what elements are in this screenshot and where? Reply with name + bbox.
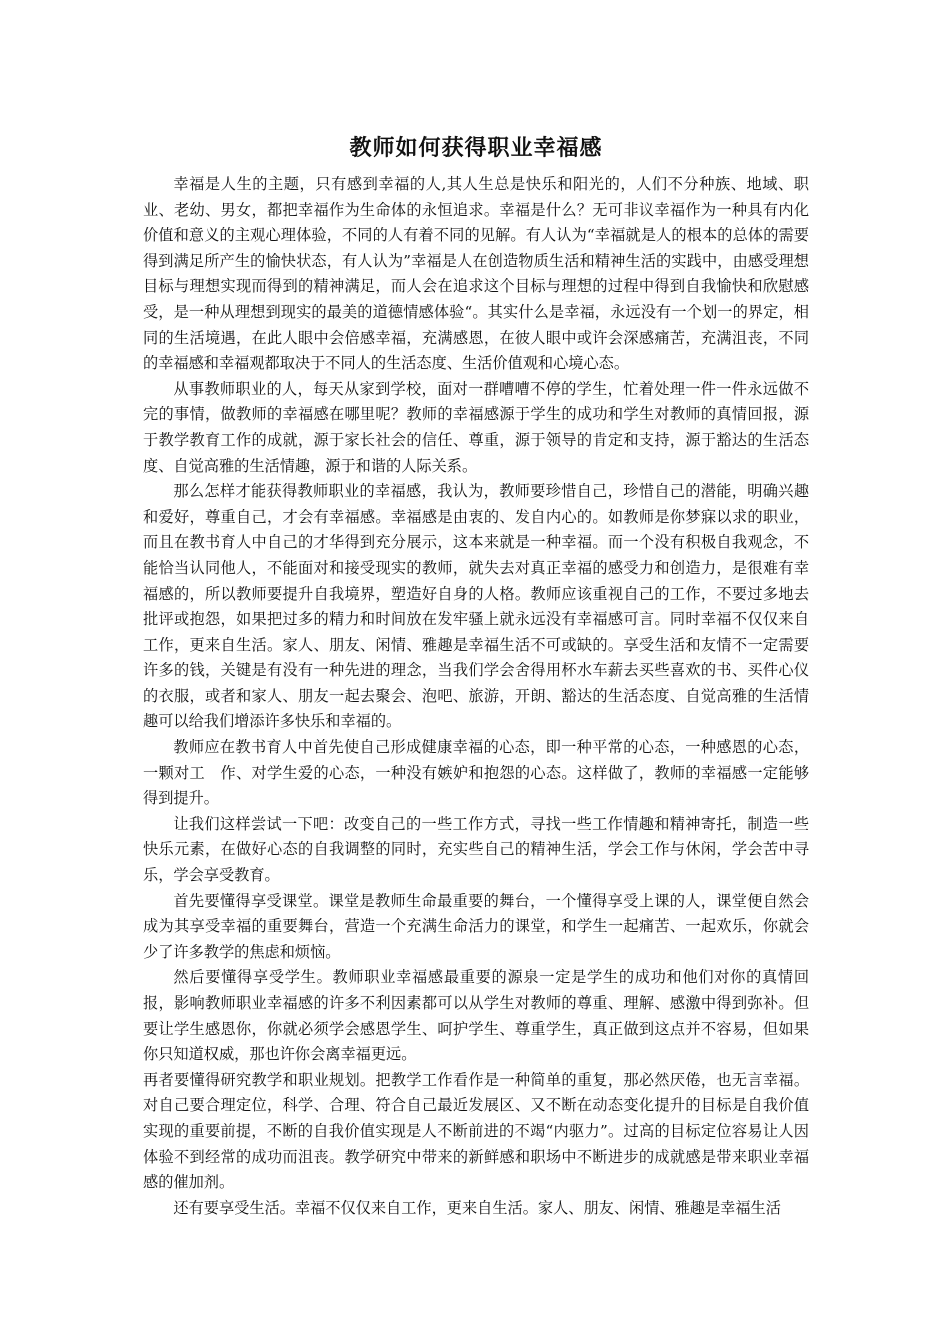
paragraph-9: 还有要享受生活。幸福不仅仅来自工作，更来自生活。家人、朋友、闲情、雅趣是幸福生活 xyxy=(173,1198,781,1217)
paragraph-1: 幸福是人生的主题，只有感到幸福的人,其人生总是快乐和阳光的，人们不分种族、地域、职业、老幼、男女，都把幸福作为生命体的永恒追求。幸福是什么？无可非议幸福作为一种具有内化价值和意义的主观心理体验，不同的人有着不同的见解。有人认为“幸福就是人的根本的总体的需要得到满足所产生的愉快状态，有人认为”幸福是人在创造物质生活和精神生活的实践中，由感受理想目标与理想实现而得到的精神满足，而人会在追求这个目标与理想的过程中得到自我愉快和欣慰感受，是一种从理想到现实的最美的道德情感体验“。其实什么是幸福，永远没有一个划一的界定，相同的生活境遇，在此人眼中会倍感幸福，充满感恩，在彼人眼中或许会深感痛苦，充满沮丧，不同的幸福感和幸福观都取决于不同人的生活态度、生活价值观和心境心态。 xyxy=(143,175,809,373)
paragraph-3: 那么怎样才能获得教师职业的幸福感，我认为，教师要珍惜自己，珍惜自己的潜能，明确兴趣和爱好，尊重自己，才会有幸福感。幸福感是由衷的、发自内心的。如教师是你梦寐以求的职业，而且在教书育人中自己的才华得到充分展示，这本来就是一种幸福。而一个没有积极自我观念，不能恰当认同他人，不能面对和接受现实的教师，就失去对真正幸福的感受力和创造力，是很难有幸福感的，所以教师要提升自我境界，塑造好自身的人格。教师应该重视自己的工作，不要过多地去批评或抱怨，如果把过多的精力和时间放在发牢骚上就永远没有幸福感可言。同时幸福不仅仅来自工作，更来自生活。家人、朋友、闲情、雅趣是幸福生活不可或缺的。享受生活和友情不一定需要许多的钱，关键是有没有一种先进的理念，当我们学会舍得用杯水车薪去买些喜欢的书、买件心仪的衣服，或者和家人、朋友一起去聚会、泡吧、旅游，开朗、豁达的生活态度、自觉高雅的生活情趣可以给我们增添许多快乐和幸福的。 xyxy=(143,482,809,731)
paragraph-5: 让我们这样尝试一下吧：改变自己的一些工作方式，寻找一些工作情趣和精神寄托，制造一些快乐元素，在做好心态的自我调整的同时，充实些自己的精神生活，学会工作与休闲，学会苦中寻乐，学会享受教育。 xyxy=(143,814,809,885)
paragraph-6: 首先要懂得享受课堂。课堂是教师生命最重要的舞台，一个懂得享受上课的人，课堂便自然会成为其享受幸福的重要舞台，营造一个充满生命活力的课堂，和学生一起痛苦、一起欢乐，你就会少了许多教学的焦虑和烦恼。 xyxy=(143,891,809,961)
document-title: 教师如何获得职业幸福感 xyxy=(349,136,603,161)
paragraph-7: 然后要懂得享受学生。教师职业幸福感最重要的源泉一定是学生的成功和他们对你的真情回报，影响教师职业幸福感的许多不利因素都可以从学生对教师的尊重、理解、感激中得到弥补。但要让学生感恩你，你就必须学会感恩学生、呵护学生、尊重学生，真正做到这点并不容易，但如果你只知道权威，那也许你会离幸福更远。 xyxy=(143,968,809,1064)
paragraph-2: 从事教师职业的人，每天从家到学校，面对一群嘈嘈不停的学生，忙着处理一件一件永远做不完的事情，做教师的幸福感在哪里呢？教师的幸福感源于学生的成功和学生对教师的真情回报，源于教学教育工作的成就，源于家长社会的信任、尊重，源于领导的肯定和支持，源于豁达的生活态度、自觉高雅的生活情趣，源于和谐的人际关系。 xyxy=(143,379,809,475)
paragraph-4: 教师应在教书育人中首先使自己形成健康幸福的心态，即一种平常的心态，一种感恩的心态，一颗对工 作、对学生爱的心态，一种没有嫉妒和抱怨的心态。这样做了，教师的幸福感一定能够得到提升。 xyxy=(143,738,809,808)
document-page xyxy=(143,132,809,1221)
paragraph-8: 再者要懂得研究教学和职业规划。把教学工作看作是一种简单的重复，那必然厌倦，也无言幸福。对自己要合理定位，科学、合理、符合自己最近发展区、又不断在动态变化提升的目标是自我价值实现的重要前提，不断的自我价值实现是人不断前进的不竭“内驱力”。过高的目标定位容易让人因体验不到经常的成功而沮丧。教学研究中带来的新鲜感和职场中不断进步的成就感是带来职业幸福感的催加剂。 xyxy=(143,1070,809,1192)
